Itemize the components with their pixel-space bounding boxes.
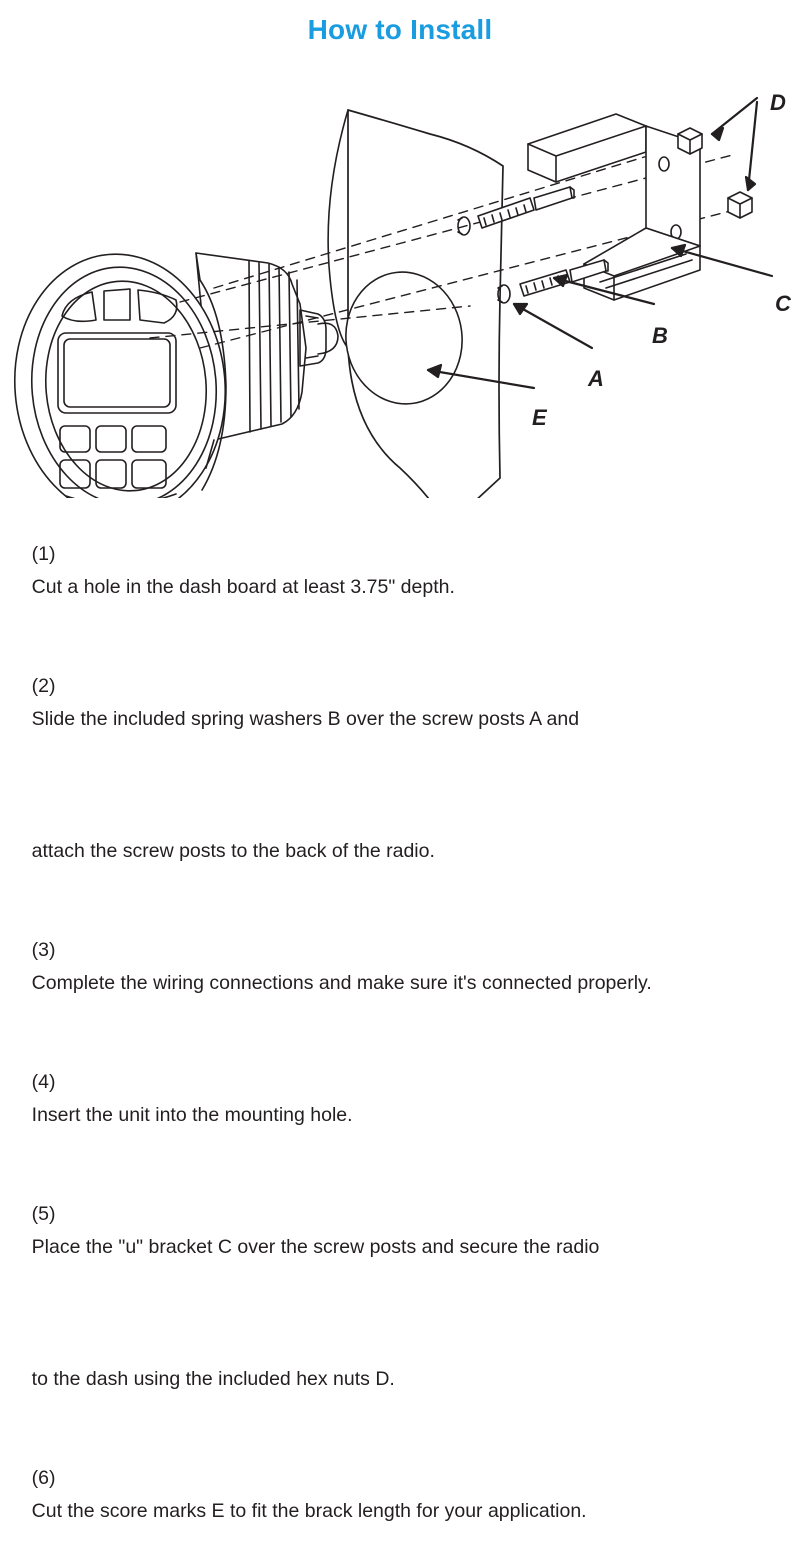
instruction-text-3: Complete the wiring connections and make sure it's connected properly.: [31, 972, 652, 994]
hex-nut-bottom: [728, 192, 752, 218]
instruction-item-6: [10, 1429, 800, 1561]
callout-label-d: D: [770, 90, 786, 115]
instruction-item-4: [10, 1033, 800, 1165]
instructions-list: [10, 505, 800, 1561]
instruction-item-5: [10, 1165, 800, 1297]
instruction-text-5-cont: to the dash using the included hex nuts D.: [31, 1368, 395, 1390]
instruction-text-2-cont: attach the screw posts to the back of the radio.: [31, 840, 435, 862]
install-diagram-svg: [0, 48, 800, 498]
marine-radio-head-unit: [4, 245, 338, 498]
instruction-number-2: (2): [31, 675, 56, 697]
instruction-number-6: (6): [31, 1467, 56, 1489]
install-diagram: [0, 48, 800, 498]
callout-label-b: B: [652, 323, 668, 348]
instruction-item-3: [10, 901, 800, 1033]
instruction-text-6: Cut the score marks E to fit the brack length for your application.: [31, 1500, 587, 1522]
instruction-item-1: [10, 505, 800, 637]
callout-label-e: E: [532, 405, 547, 430]
dash-board-panel: [328, 110, 503, 498]
instruction-number-5: (5): [31, 1203, 56, 1225]
page-title: How to Install: [307, 14, 493, 45]
instruction-text-4: Insert the unit into the mounting hole.: [31, 1104, 353, 1126]
instruction-text-2: Slide the included spring washers B over the screw posts A and: [31, 708, 580, 730]
instruction-text-5: Place the "u" bracket C over the screw posts and secure the radio: [31, 1236, 600, 1258]
instruction-item-5-cont: [10, 1297, 800, 1429]
instruction-item-2: [10, 637, 800, 769]
instruction-item-2-cont: [10, 769, 800, 901]
instruction-number-1: (1): [31, 543, 56, 565]
instruction-number-3: (3): [31, 939, 56, 961]
hex-nut-top: [678, 128, 702, 154]
instruction-number-4: (4): [31, 1071, 56, 1093]
callout-label-a: A: [588, 366, 604, 391]
callout-label-c: C: [775, 291, 791, 316]
u-bracket: [528, 114, 700, 300]
instruction-text-1: Cut a hole in the dash board at least 3.75" depth.: [31, 576, 455, 598]
